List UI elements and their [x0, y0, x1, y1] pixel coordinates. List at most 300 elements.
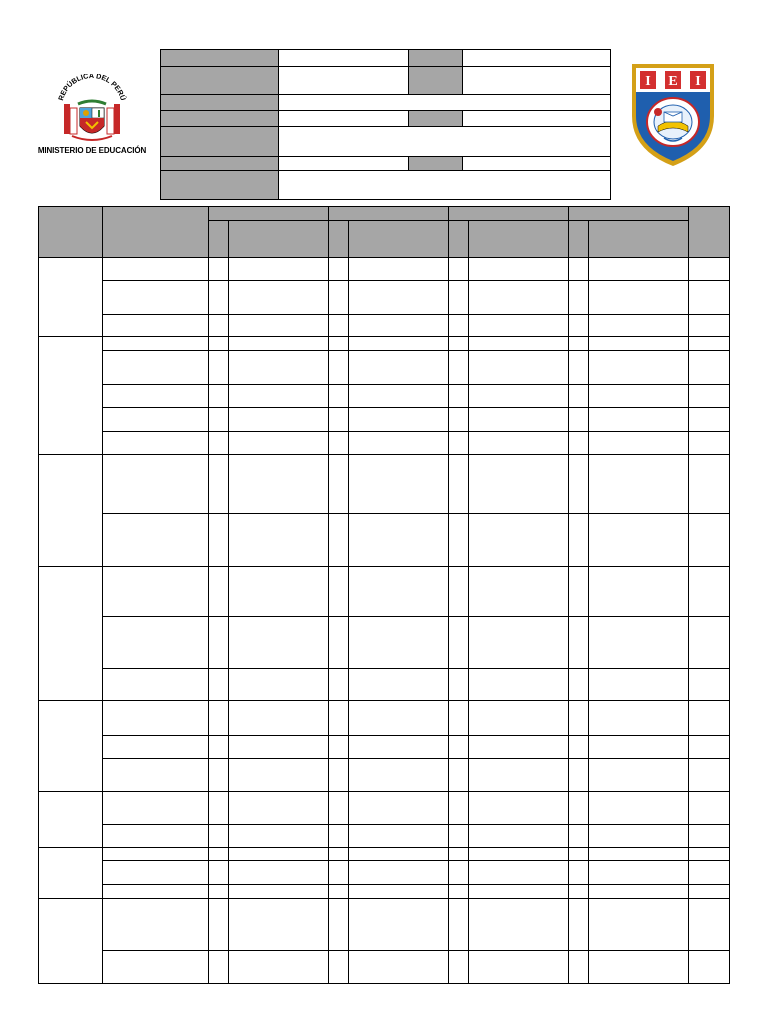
desc-cell[interactable]	[589, 514, 689, 566]
total-cell[interactable]	[689, 350, 730, 384]
total-cell[interactable]	[689, 514, 730, 566]
total-cell[interactable]	[689, 848, 730, 861]
competency-cell[interactable]	[103, 899, 209, 950]
total-cell[interactable]	[689, 825, 730, 848]
desc-cell[interactable]	[229, 899, 329, 950]
desc-cell[interactable]	[469, 432, 569, 455]
header-total-cell	[689, 207, 730, 258]
mark-cell[interactable]	[329, 885, 349, 899]
mark-cell[interactable]	[569, 669, 589, 701]
mark-cell[interactable]	[329, 899, 349, 950]
desc-cell[interactable]	[469, 350, 569, 384]
mark-cell[interactable]	[449, 384, 469, 407]
desc-cell[interactable]	[589, 566, 689, 616]
mark-cell[interactable]	[569, 758, 589, 791]
mark-cell[interactable]	[569, 281, 589, 314]
mark-cell[interactable]	[569, 848, 589, 861]
mark-cell[interactable]	[569, 566, 589, 616]
desc-cell[interactable]	[469, 848, 569, 861]
competency-cell[interactable]	[103, 455, 209, 514]
mark-cell[interactable]	[449, 899, 469, 950]
competency-cell[interactable]	[103, 384, 209, 407]
header-competency-cell	[103, 207, 209, 258]
total-cell[interactable]	[689, 566, 730, 616]
area-cell[interactable]	[39, 566, 103, 701]
competency-cell[interactable]	[103, 281, 209, 314]
mark-cell[interactable]	[329, 735, 349, 758]
desc-cell[interactable]	[589, 314, 689, 336]
desc-cell[interactable]	[589, 281, 689, 314]
mark-cell[interactable]	[449, 825, 469, 848]
desc-cell[interactable]	[229, 825, 329, 848]
mark-cell[interactable]	[449, 314, 469, 336]
desc-cell[interactable]	[349, 258, 449, 281]
total-cell[interactable]	[689, 758, 730, 791]
grid-row	[39, 566, 730, 616]
desc-cell[interactable]	[349, 407, 449, 431]
mark-cell[interactable]	[449, 432, 469, 455]
mark-cell[interactable]	[569, 899, 589, 950]
total-cell[interactable]	[689, 899, 730, 950]
competency-cell[interactable]	[103, 314, 209, 336]
competency-cell[interactable]	[103, 407, 209, 431]
mark-cell[interactable]	[569, 336, 589, 350]
desc-cell[interactable]	[229, 384, 329, 407]
info-value-cell[interactable]	[279, 67, 409, 95]
desc-cell[interactable]	[349, 848, 449, 861]
desc-cell[interactable]	[589, 899, 689, 950]
info-value-cell[interactable]	[463, 67, 611, 95]
desc-cell[interactable]	[349, 950, 449, 983]
mark-cell[interactable]	[569, 825, 589, 848]
desc-cell[interactable]	[469, 455, 569, 514]
desc-cell[interactable]	[469, 669, 569, 701]
header-desc-cell	[469, 221, 569, 258]
total-cell[interactable]	[689, 617, 730, 669]
desc-cell[interactable]	[589, 336, 689, 350]
total-cell[interactable]	[689, 735, 730, 758]
mark-cell[interactable]	[329, 384, 349, 407]
competency-cell[interactable]	[103, 825, 209, 848]
header-area-cell	[39, 207, 103, 258]
grid-row	[39, 350, 730, 384]
desc-cell[interactable]	[229, 735, 329, 758]
grid-row	[39, 617, 730, 669]
info-value-cell[interactable]	[279, 171, 611, 200]
competency-cell[interactable]	[103, 258, 209, 281]
mark-cell[interactable]	[209, 281, 229, 314]
desc-cell[interactable]	[349, 336, 449, 350]
mark-cell[interactable]	[209, 258, 229, 281]
mark-cell[interactable]	[329, 669, 349, 701]
competency-cell[interactable]	[103, 885, 209, 899]
mark-cell[interactable]	[329, 258, 349, 281]
logo-arc-text: REPÚBLICA DEL PERÚ	[56, 74, 128, 102]
desc-cell[interactable]	[349, 735, 449, 758]
desc-cell[interactable]	[469, 950, 569, 983]
total-cell[interactable]	[689, 407, 730, 431]
total-cell[interactable]	[689, 432, 730, 455]
mark-cell[interactable]	[569, 885, 589, 899]
competency-cell[interactable]	[103, 735, 209, 758]
desc-cell[interactable]	[229, 861, 329, 885]
desc-cell[interactable]	[229, 281, 329, 314]
total-cell[interactable]	[689, 314, 730, 336]
desc-cell[interactable]	[229, 336, 329, 350]
mark-cell[interactable]	[449, 885, 469, 899]
mark-cell[interactable]	[569, 432, 589, 455]
competency-cell[interactable]	[103, 791, 209, 824]
mark-cell[interactable]	[449, 861, 469, 885]
svg-text:REPÚBLICA DEL PERÚ	[56, 74, 128, 102]
competency-cell[interactable]	[103, 617, 209, 669]
iei-shield-icon	[628, 58, 718, 170]
desc-cell[interactable]	[229, 350, 329, 384]
grid-row	[39, 514, 730, 566]
total-cell[interactable]	[689, 885, 730, 899]
info-value-cell[interactable]	[463, 50, 611, 67]
desc-cell[interactable]	[229, 314, 329, 336]
desc-cell[interactable]	[469, 861, 569, 885]
mark-cell[interactable]	[209, 384, 229, 407]
desc-cell[interactable]	[229, 701, 329, 735]
desc-cell[interactable]	[469, 336, 569, 350]
mark-cell[interactable]	[209, 432, 229, 455]
mark-cell[interactable]	[329, 314, 349, 336]
desc-cell[interactable]	[589, 885, 689, 899]
mark-cell[interactable]	[449, 281, 469, 314]
desc-cell[interactable]	[349, 384, 449, 407]
mark-cell[interactable]	[569, 314, 589, 336]
mark-cell[interactable]	[449, 514, 469, 566]
desc-cell[interactable]	[469, 617, 569, 669]
mark-cell[interactable]	[449, 735, 469, 758]
total-cell[interactable]	[689, 950, 730, 983]
mark-cell[interactable]	[569, 350, 589, 384]
mark-cell[interactable]	[329, 407, 349, 431]
desc-cell[interactable]	[229, 617, 329, 669]
info-value-cell[interactable]	[279, 50, 409, 67]
info-label-cell	[409, 67, 463, 95]
header-mark-cell	[329, 221, 349, 258]
info-label-cell	[161, 127, 279, 157]
grid-row	[39, 735, 730, 758]
mark-cell[interactable]	[569, 384, 589, 407]
desc-cell[interactable]	[589, 861, 689, 885]
area-cell[interactable]	[39, 848, 103, 899]
mark-cell[interactable]	[209, 455, 229, 514]
desc-cell[interactable]	[589, 384, 689, 407]
ministry-caption: MINISTERIO DE EDUCACIÓN	[37, 146, 147, 155]
mark-cell[interactable]	[209, 617, 229, 669]
desc-cell[interactable]	[589, 758, 689, 791]
desc-cell[interactable]	[349, 669, 449, 701]
mark-cell[interactable]	[329, 758, 349, 791]
mark-cell[interactable]	[329, 848, 349, 861]
header-group-cell	[449, 207, 569, 221]
grid-row	[39, 885, 730, 899]
area-cell[interactable]	[39, 336, 103, 455]
mark-cell[interactable]	[569, 258, 589, 281]
mark-cell[interactable]	[209, 825, 229, 848]
iei-letter-1: I	[645, 74, 651, 89]
info-label-cell	[161, 95, 279, 111]
grid-row	[39, 758, 730, 791]
mark-cell[interactable]	[209, 861, 229, 885]
mark-cell[interactable]	[449, 350, 469, 384]
total-cell[interactable]	[689, 336, 730, 350]
desc-cell[interactable]	[349, 514, 449, 566]
desc-cell[interactable]	[229, 885, 329, 899]
desc-cell[interactable]	[229, 669, 329, 701]
desc-cell[interactable]	[349, 825, 449, 848]
info-header-table	[160, 49, 611, 200]
desc-cell[interactable]	[229, 791, 329, 824]
mark-cell[interactable]	[209, 885, 229, 899]
competency-cell[interactable]	[103, 950, 209, 983]
competency-cell[interactable]	[103, 861, 209, 885]
mark-cell[interactable]	[569, 617, 589, 669]
mark-cell[interactable]	[209, 514, 229, 566]
desc-cell[interactable]	[349, 758, 449, 791]
desc-cell[interactable]	[469, 258, 569, 281]
mark-cell[interactable]	[329, 861, 349, 885]
area-cell[interactable]	[39, 701, 103, 791]
mark-cell[interactable]	[449, 407, 469, 431]
total-cell[interactable]	[689, 791, 730, 824]
desc-cell[interactable]	[229, 950, 329, 983]
competency-cell[interactable]	[103, 514, 209, 566]
mark-cell[interactable]	[449, 455, 469, 514]
total-cell[interactable]	[689, 258, 730, 281]
info-value-cell[interactable]	[279, 157, 409, 171]
mark-cell[interactable]	[329, 281, 349, 314]
desc-cell[interactable]	[349, 314, 449, 336]
info-label-cell	[161, 67, 279, 95]
mark-cell[interactable]	[449, 701, 469, 735]
desc-cell[interactable]	[349, 617, 449, 669]
header-mark-cell	[209, 221, 229, 258]
header-desc-cell	[589, 221, 689, 258]
mark-cell[interactable]	[329, 617, 349, 669]
mark-cell[interactable]	[209, 950, 229, 983]
mark-cell[interactable]	[209, 848, 229, 861]
header-mark-cell	[449, 221, 469, 258]
mark-cell[interactable]	[449, 791, 469, 824]
grid-row	[39, 825, 730, 848]
desc-cell[interactable]	[229, 566, 329, 616]
iei-letter-2: E	[668, 74, 678, 89]
mark-cell[interactable]	[209, 566, 229, 616]
desc-cell[interactable]	[349, 885, 449, 899]
desc-cell[interactable]	[469, 314, 569, 336]
mark-cell[interactable]	[209, 407, 229, 431]
desc-cell[interactable]	[349, 455, 449, 514]
competency-cell[interactable]	[103, 848, 209, 861]
mark-cell[interactable]	[569, 861, 589, 885]
desc-cell[interactable]	[589, 350, 689, 384]
info-label-cell	[409, 111, 463, 127]
desc-cell[interactable]	[349, 566, 449, 616]
desc-cell[interactable]	[229, 514, 329, 566]
info-label-cell	[161, 50, 279, 67]
grid-row	[39, 384, 730, 407]
iei-letter-3: I	[695, 74, 701, 89]
mark-cell[interactable]	[569, 950, 589, 983]
total-cell[interactable]	[689, 384, 730, 407]
info-label-cell	[161, 157, 279, 171]
info-value-cell[interactable]	[279, 127, 611, 157]
desc-cell[interactable]	[469, 514, 569, 566]
mark-cell[interactable]	[449, 566, 469, 616]
mark-cell[interactable]	[209, 350, 229, 384]
desc-cell[interactable]	[589, 669, 689, 701]
header-desc-cell	[349, 221, 449, 258]
mark-cell[interactable]	[329, 514, 349, 566]
total-cell[interactable]	[689, 861, 730, 885]
grid-row	[39, 407, 730, 431]
desc-cell[interactable]	[469, 825, 569, 848]
desc-cell[interactable]	[229, 407, 329, 431]
desc-cell[interactable]	[589, 617, 689, 669]
desc-cell[interactable]	[229, 758, 329, 791]
mark-cell[interactable]	[449, 617, 469, 669]
grid-row	[39, 432, 730, 455]
desc-cell[interactable]	[469, 566, 569, 616]
grid-row	[39, 455, 730, 514]
desc-cell[interactable]	[349, 791, 449, 824]
desc-cell[interactable]	[349, 701, 449, 735]
mark-cell[interactable]	[569, 514, 589, 566]
desc-cell[interactable]	[469, 407, 569, 431]
mark-cell[interactable]	[209, 899, 229, 950]
total-cell[interactable]	[689, 701, 730, 735]
desc-cell[interactable]	[469, 384, 569, 407]
mark-cell[interactable]	[209, 735, 229, 758]
competency-cell[interactable]	[103, 432, 209, 455]
mark-cell[interactable]	[209, 701, 229, 735]
desc-cell[interactable]	[229, 455, 329, 514]
area-cell[interactable]	[39, 455, 103, 567]
desc-cell[interactable]	[349, 861, 449, 885]
desc-cell[interactable]	[349, 432, 449, 455]
grid-row	[39, 336, 730, 350]
mark-cell[interactable]	[449, 336, 469, 350]
desc-cell[interactable]	[469, 701, 569, 735]
competency-cell[interactable]	[103, 701, 209, 735]
info-value-cell[interactable]	[463, 157, 611, 171]
ministerio-logo	[34, 74, 150, 160]
total-cell[interactable]	[689, 455, 730, 514]
desc-cell[interactable]	[469, 281, 569, 314]
desc-cell[interactable]	[349, 899, 449, 950]
total-cell[interactable]	[689, 669, 730, 701]
header-mark-cell	[569, 221, 589, 258]
area-cell[interactable]	[39, 258, 103, 336]
desc-cell[interactable]	[589, 258, 689, 281]
competency-cell[interactable]	[103, 758, 209, 791]
desc-cell[interactable]	[589, 407, 689, 431]
mark-cell[interactable]	[329, 336, 349, 350]
desc-cell[interactable]	[469, 735, 569, 758]
mark-cell[interactable]	[329, 432, 349, 455]
total-cell[interactable]	[689, 281, 730, 314]
mark-cell[interactable]	[449, 950, 469, 983]
desc-cell[interactable]	[349, 350, 449, 384]
desc-cell[interactable]	[469, 899, 569, 950]
desc-cell[interactable]	[469, 885, 569, 899]
desc-cell[interactable]	[589, 950, 689, 983]
mark-cell[interactable]	[209, 758, 229, 791]
info-value-cell[interactable]	[279, 95, 611, 111]
info-value-cell[interactable]	[463, 111, 611, 127]
grid-row	[39, 950, 730, 983]
competency-cell[interactable]	[103, 350, 209, 384]
mark-cell[interactable]	[209, 669, 229, 701]
desc-cell[interactable]	[589, 848, 689, 861]
header-group-cell	[329, 207, 449, 221]
mark-cell[interactable]	[569, 407, 589, 431]
desc-cell[interactable]	[349, 281, 449, 314]
grid-row	[39, 281, 730, 314]
mark-cell[interactable]	[329, 455, 349, 514]
mark-cell[interactable]	[569, 791, 589, 824]
mark-cell[interactable]	[449, 669, 469, 701]
desc-cell[interactable]	[589, 825, 689, 848]
desc-cell[interactable]	[469, 758, 569, 791]
grid-row	[39, 848, 730, 861]
area-cell[interactable]	[39, 791, 103, 847]
grid-row	[39, 861, 730, 885]
mark-cell[interactable]	[329, 825, 349, 848]
header-group-cell	[209, 207, 329, 221]
desc-cell[interactable]	[469, 791, 569, 824]
grid-row	[39, 791, 730, 824]
desc-cell[interactable]	[589, 701, 689, 735]
mark-cell[interactable]	[329, 566, 349, 616]
mark-cell[interactable]	[329, 701, 349, 735]
mark-cell[interactable]	[449, 848, 469, 861]
competency-cell[interactable]	[103, 669, 209, 701]
grid-row	[39, 258, 730, 281]
mark-cell[interactable]	[569, 701, 589, 735]
mark-cell[interactable]	[209, 791, 229, 824]
mark-cell[interactable]	[329, 350, 349, 384]
area-cell[interactable]	[39, 899, 103, 984]
grid-row	[39, 314, 730, 336]
competency-cell[interactable]	[103, 566, 209, 616]
info-label-cell	[409, 157, 463, 171]
mark-cell[interactable]	[449, 258, 469, 281]
info-label-cell	[409, 50, 463, 67]
mark-cell[interactable]	[329, 950, 349, 983]
mark-cell[interactable]	[209, 336, 229, 350]
mark-cell[interactable]	[569, 735, 589, 758]
mark-cell[interactable]	[569, 455, 589, 514]
mark-cell[interactable]	[449, 758, 469, 791]
desc-cell[interactable]	[229, 258, 329, 281]
desc-cell[interactable]	[229, 848, 329, 861]
mark-cell[interactable]	[329, 791, 349, 824]
desc-cell[interactable]	[229, 432, 329, 455]
mark-cell[interactable]	[209, 314, 229, 336]
desc-cell[interactable]	[589, 791, 689, 824]
desc-cell[interactable]	[589, 455, 689, 514]
desc-cell[interactable]	[589, 432, 689, 455]
competency-cell[interactable]	[103, 336, 209, 350]
info-value-cell[interactable]	[279, 111, 409, 127]
desc-cell[interactable]	[589, 735, 689, 758]
